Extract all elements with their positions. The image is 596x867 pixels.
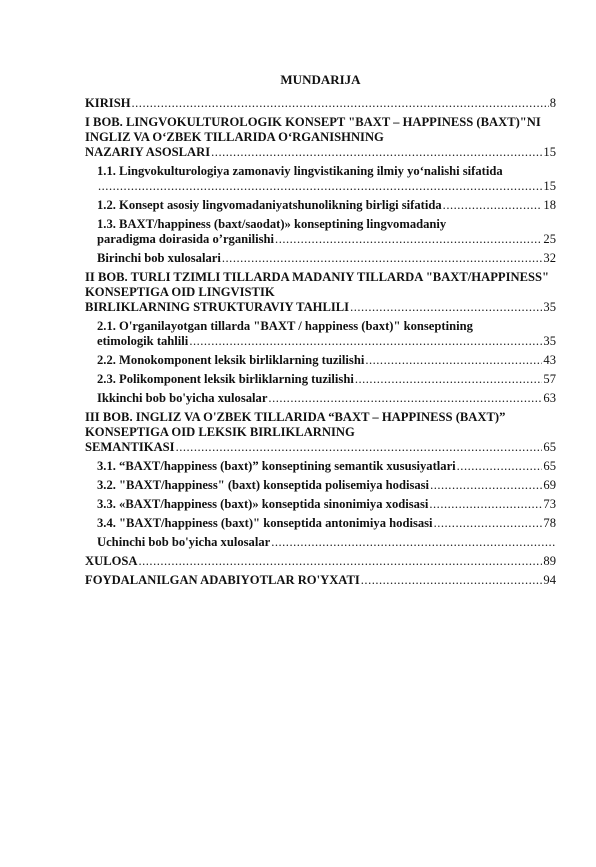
- toc-entry-lead: III BOB. INGLIZ VA O'ZBEK TILLARIDA “BAXT – HAPPINESS (BAXT)” KONSEPTIGA OID LEKSIK BIRLIKLARNING: [85, 410, 506, 439]
- toc-entry-title: KIRISH: [85, 96, 131, 110]
- toc-page-number: 78: [543, 516, 556, 530]
- toc-entry-title: Birinchi bob xulosalari: [97, 251, 221, 265]
- toc-entry-3-2[interactable]: [85, 478, 556, 493]
- toc-entry-chapter-3-conclusions[interactable]: [85, 535, 556, 550]
- toc-entry-3-1[interactable]: [85, 459, 556, 474]
- toc-entry-lead: 1.3. BAXT/happiness (baxt/saodat)» konseptining lingvomadaniy: [97, 217, 447, 231]
- toc-entry-3-4[interactable]: [85, 516, 556, 531]
- dot-leader: [365, 353, 542, 368]
- toc-entry-title: 2.3. Polikomponent leksik birliklarning tuzilishi: [97, 372, 354, 386]
- dot-leader: [275, 232, 542, 247]
- toc-page-number: 89: [543, 554, 556, 568]
- toc-entry-intro[interactable]: [85, 96, 556, 111]
- page-title: MUNDARIJA: [280, 72, 361, 87]
- dot-leader: [355, 372, 543, 387]
- toc-entry-lead: 1.1. Lingvokulturologiya zamonaviy lingvistikaning ilmiy yo‘nalishi sifatida: [97, 164, 503, 178]
- toc-entry-3-3[interactable]: [85, 497, 556, 512]
- dot-leader: [361, 573, 543, 588]
- toc-entry-chapter-2[interactable]: [85, 270, 556, 315]
- dot-leader: [434, 516, 543, 531]
- toc-entry-title: 3.3. «BAXT/happiness (baxt)» konseptida sinonimiya xodisasi: [97, 497, 429, 511]
- dot-leader: [350, 300, 542, 315]
- toc-entry-references[interactable]: [85, 573, 556, 588]
- dot-leader: [457, 459, 543, 474]
- toc-entry-chapter-3[interactable]: [85, 410, 556, 455]
- toc-entry-title: NAZARIY ASOSLARI: [85, 145, 211, 159]
- table-of-contents: [85, 96, 556, 588]
- toc-entry-title: 3.2. "BAXT/happiness" (baxt) konseptida polisemiya hodisasi: [97, 478, 430, 492]
- toc-entry-title: paradigma doirasida o’rganilishi: [97, 232, 275, 246]
- toc-entry-1-2[interactable]: [85, 198, 556, 213]
- toc-entry-title: 1.2. Konsept asosiy lingvomadaniyatshunolikning birligi sifatida: [97, 198, 442, 212]
- toc-page-number: 8: [549, 96, 556, 110]
- toc-page-number: 15: [543, 145, 556, 159]
- toc-page-number: 18: [543, 198, 556, 212]
- dot-leader: [211, 145, 542, 160]
- toc-page-number: 63: [543, 391, 556, 405]
- toc-page-number: 32: [543, 251, 556, 265]
- toc-page-number: 65: [543, 440, 556, 454]
- dot-leader: [132, 96, 549, 111]
- toc-entry-title: 3.4. "BAXT/happiness (baxt)" konseptida antonimiya hodisasi: [97, 516, 433, 530]
- dot-leader: [222, 251, 543, 266]
- toc-entry-lead: I BOB. LINGVOKULTUROLOGIK KONSEPT "BAXT – HAPPINESS (BAXT)"NI INGLIZ VA O‘ZBEK TILLARIDA O‘RGANISHNING: [85, 115, 541, 144]
- toc-page-number: 15: [543, 179, 556, 193]
- toc-page-number: 35: [543, 300, 556, 314]
- toc-entry-chapter-1-conclusions[interactable]: [85, 251, 556, 266]
- dot-leader: [176, 440, 543, 455]
- dot-leader: [271, 535, 555, 550]
- toc-entry-2-3[interactable]: [85, 372, 556, 387]
- toc-entry-title: FOYDALANILGAN ADABIYOTLAR RO'YXATI: [85, 573, 360, 587]
- toc-entry-title: Uchinchi bob bo'yicha xulosalar: [97, 535, 271, 549]
- toc-page-number: 43: [543, 353, 556, 367]
- toc-entry-title: SEMANTIKASI: [85, 440, 175, 454]
- toc-entry-lead: II BOB. TURLI TZIMLI TILLARDA MADANIY TILLARDA "BAXT/HAPPINESS" KONSEPTIGA OID LINGVISTIK: [85, 270, 549, 299]
- toc-entry-1-3[interactable]: [85, 217, 556, 247]
- toc-entry-title: 2.2. Monokomponent leksik birliklarning tuzilishi: [97, 353, 365, 367]
- toc-entry-title: Ikkinchi bob bo'yicha xulosalar: [97, 391, 268, 405]
- toc-page-number: 69: [543, 478, 556, 492]
- dot-leader: [430, 478, 542, 493]
- toc-entry-title: BIRLIKLARNING STRUKTURAVIY TAHLILI: [85, 300, 350, 314]
- toc-entry-chapter-1[interactable]: [85, 115, 556, 160]
- toc-page-number: 25: [543, 232, 556, 246]
- dot-leader: [138, 554, 542, 569]
- toc-entry-lead: 2.1. O'rganilayotgan tillarda "BAXT / happiness (baxt)" konseptining: [97, 319, 473, 333]
- toc-page-number: 73: [543, 497, 556, 511]
- toc-page-number: 65: [543, 459, 556, 473]
- dot-leader: [98, 179, 542, 194]
- toc-entry-conclusion[interactable]: [85, 554, 556, 569]
- toc-entry-2-1[interactable]: [85, 319, 556, 349]
- toc-entry-1-1[interactable]: [85, 164, 556, 194]
- toc-entry-title: XULOSA: [85, 554, 138, 568]
- toc-entry-chapter-2-conclusions[interactable]: [85, 391, 556, 406]
- dot-leader: [443, 198, 543, 213]
- dot-leader: [429, 497, 542, 512]
- dot-leader: [189, 334, 542, 349]
- toc-entry-title: 3.1. “BAXT/happiness (baxt)” konseptining semantik xususiyatlari: [97, 459, 456, 473]
- toc-entry-title: etimologik tahlili: [97, 334, 189, 348]
- toc-page-number: 94: [543, 573, 556, 587]
- toc-page-number: 35: [543, 334, 556, 348]
- toc-page-number: 57: [543, 372, 556, 386]
- dot-leader: [268, 391, 542, 406]
- toc-entry-2-2[interactable]: [85, 353, 556, 368]
